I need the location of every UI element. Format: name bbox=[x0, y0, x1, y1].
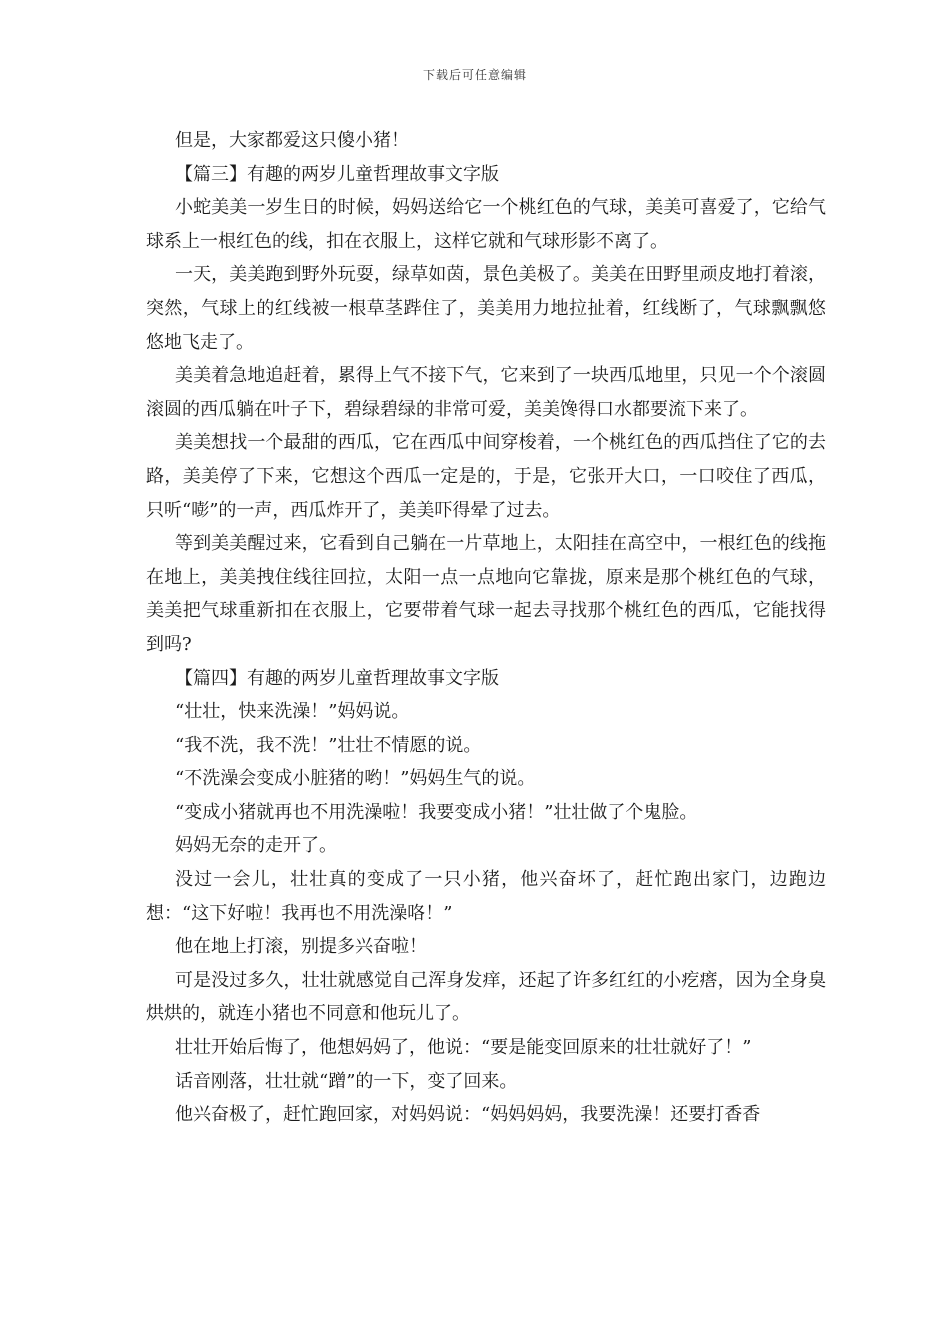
paragraph: 一天，美美跑到野外玩耍，绿草如茵，景色美极了。美美在田野里顽皮地打着滚，突然，气球上的红线被一根草茎跸住了，美美用力地拉扯着，红线断了，气球飘飘悠悠地飞走了。 bbox=[146, 264, 826, 353]
paragraph: 壮壮开始后悔了，他想妈妈了，他说：“要是能变回原来的壮壮就好了！” bbox=[175, 1037, 752, 1059]
paragraph: 美美着急地追赶着，累得上气不接下气，它来到了一块西瓜地里，只见一个个滚圆滚圆的西瓜躺在叶子下，碧绿碧绿的非常可爱，美美馋得口水都要流下来了。 bbox=[146, 365, 826, 420]
paragraph: 等到美美醒过来，它看到自己躺在一片草地上，太阳挂在高空中，一根红色的线拖在地上，美美拽住线往回拉，太阳一点一点地向它靠拢，原来是那个桃红色的气球，美美把气球重新扣在衣服上，它要带着气球一起去寻找那个桃红色的西瓜，它能找得到吗? bbox=[146, 533, 826, 655]
paragraph: 没过一会儿，壮壮真的变成了一只小猪，他兴奋坏了，赶忙跑出家门，边跑边想：“这下好啦！我再也不用洗澡咯！” bbox=[146, 869, 826, 924]
paragraph: “我不洗，我不洗！”壮壮不情愿的说。 bbox=[175, 734, 482, 756]
paragraph: “不洗澡会变成小脏猪的哟！”妈妈生气的说。 bbox=[175, 768, 536, 790]
paragraph: 妈妈无奈的走开了。 bbox=[175, 835, 337, 857]
paragraph: “壮壮，快来洗澡！”妈妈说。 bbox=[175, 701, 410, 723]
paragraph: 话音刚落，壮壮就“蹭”的一下，变了回来。 bbox=[175, 1070, 518, 1092]
document-body bbox=[146, 124, 826, 1132]
paragraph: 他在地上打滚，别提多兴奋啦！ bbox=[175, 936, 427, 958]
paragraph: 美美想找一个最甜的西瓜，它在西瓜中间穿梭着，一个桃红色的西瓜挡住了它的去路，美美停了下来，它想这个西瓜一定是的，于是，它张开大口，一口咬住了西瓜，只听“嘭”的一声，西瓜炸开了，美美吓得晕了过去。 bbox=[146, 432, 826, 521]
paragraph: 小蛇美美一岁生日的时候，妈妈送给它一个桃红色的气球，美美可喜爱了，它给气球系上一根红色的线，扣在衣服上，这样它就和气球形影不离了。 bbox=[146, 197, 826, 252]
section-heading: 【篇三】有趣的两岁儿童哲理故事文字版 bbox=[175, 163, 499, 185]
paragraph: 可是没过多久，壮壮就感觉自己浑身发痒，还起了许多红红的小疙瘩，因为全身臭烘烘的，就连小猪也不同意和他玩儿了。 bbox=[146, 969, 826, 1025]
section-heading: 【篇四】有趣的两岁儿童哲理故事文字版 bbox=[175, 667, 499, 689]
page-header: 下载后可任意编辑 bbox=[422, 68, 527, 82]
paragraph: 他兴奋极了，赶忙跑回家，对妈妈说：“妈妈妈妈，我要洗澡！还要打香香 bbox=[175, 1104, 761, 1126]
paragraph: “变成小猪就再也不用洗澡啦！我要变成小猪！”壮壮做了个鬼脸。 bbox=[175, 801, 698, 823]
paragraph: 但是，大家都爱这只傻小猪！ bbox=[175, 130, 409, 151]
